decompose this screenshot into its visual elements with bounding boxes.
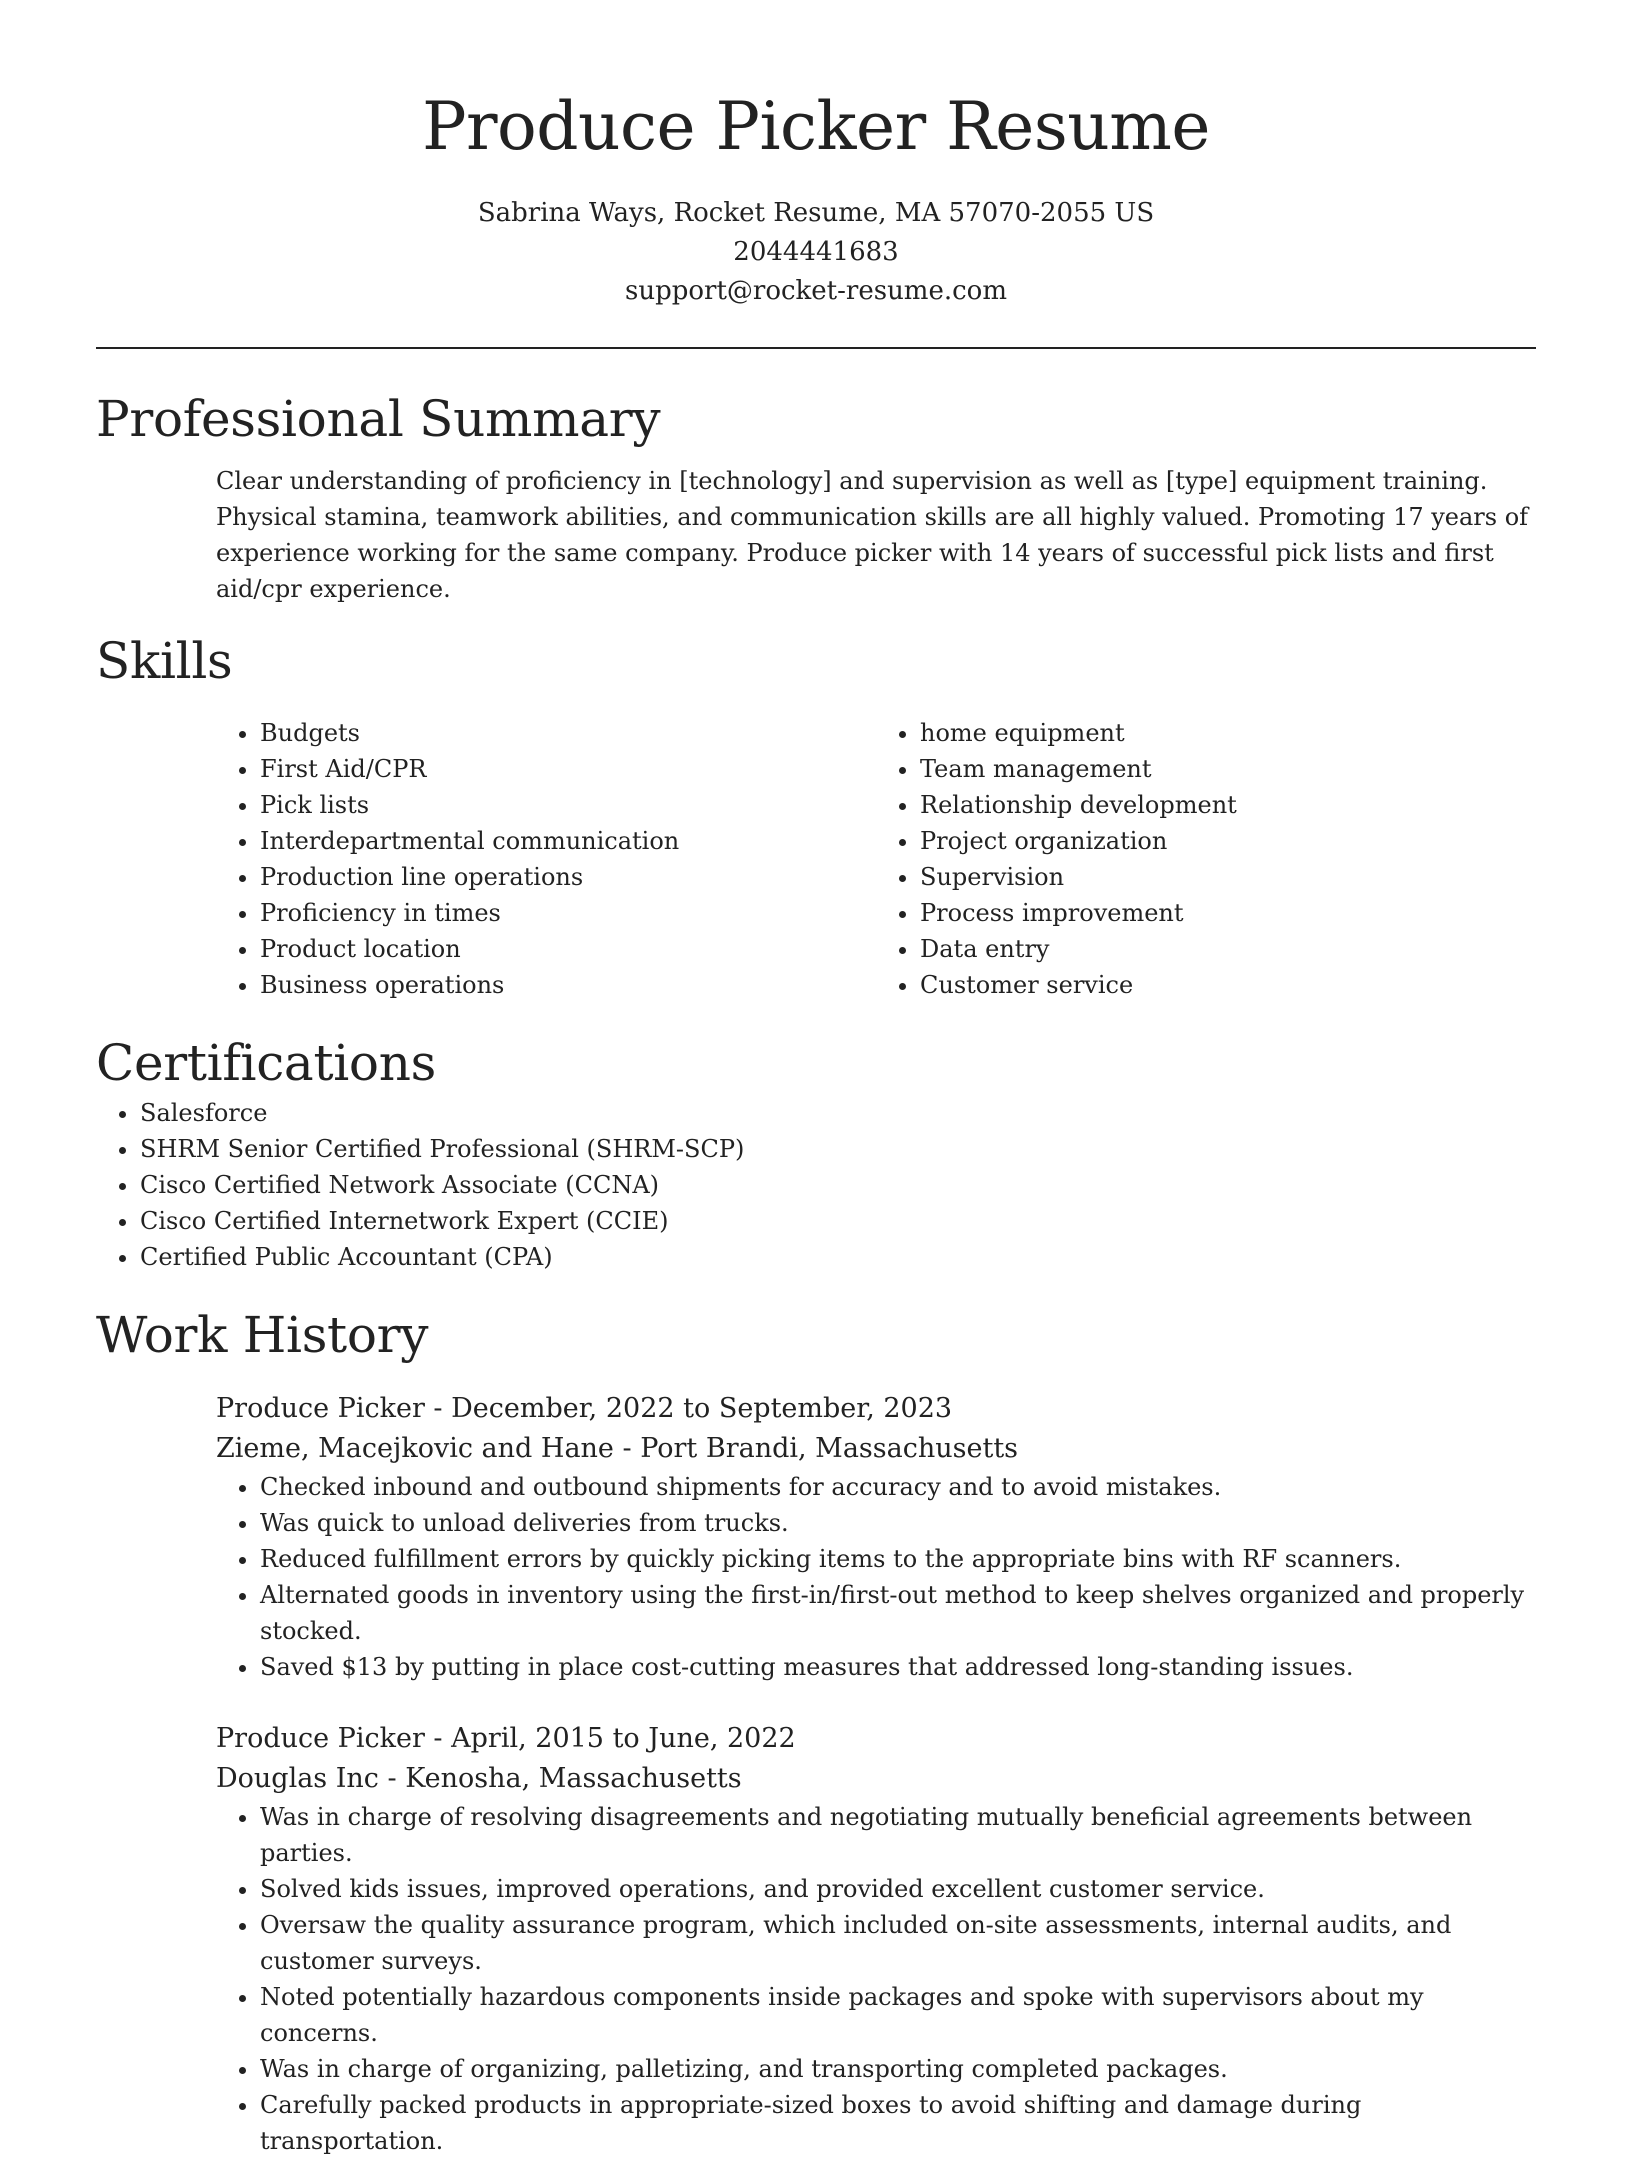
skill-item: • home equipment [920, 715, 1536, 751]
job-entry [216, 1719, 1536, 2159]
header-divider [96, 347, 1536, 349]
skill-item: • Production line operations [260, 859, 876, 895]
skill-item: • Interdepartmental communication [260, 823, 876, 859]
skill-item: • Team management [920, 751, 1536, 787]
certification-item: • Salesforce [140, 1095, 1536, 1131]
work-history-heading: Work History [96, 1306, 429, 1364]
resume-page [96, 0, 1536, 2159]
skill-item: • First Aid/CPR [260, 751, 876, 787]
resume-title: Produce Picker Resume [422, 88, 1210, 165]
certification-item: • SHRM Senior Certified Professional (SHRM-SCP) [140, 1131, 1536, 1167]
job-duty-item: • Oversaw the quality assurance program, which included on-site assessments, internal audits, and customer surveys. [260, 1907, 1536, 1979]
certifications-heading: Certifications [96, 1034, 436, 1092]
contact-phone: 2044441683 [733, 237, 899, 267]
contact-block [96, 194, 1536, 311]
skills-column-right [876, 715, 1536, 1003]
summary-heading: Professional Summary [96, 390, 661, 448]
job-duty-item: • Was in charge of organizing, palletizing, and transporting completed packages. [260, 2051, 1536, 2087]
job-duties-list [216, 1469, 1536, 1685]
skill-item: • Data entry [920, 931, 1536, 967]
skill-item: • Budgets [260, 715, 876, 751]
skill-item: • Supervision [920, 859, 1536, 895]
job-duty-item: • Reduced fulfillment errors by quickly picking items to the appropriate bins with RF scanners. [260, 1541, 1536, 1577]
job-duty-item: • Was quick to unload deliveries from trucks. [260, 1505, 1536, 1541]
job-company-line: Douglas Inc - Kenosha, Massachusetts [216, 1763, 742, 1794]
contact-address: Sabrina Ways, Rocket Resume, MA 57070-2055 US [477, 198, 1155, 228]
job-duty-item: • Noted potentially hazardous components inside packages and spoke with supervisors about my concerns. [260, 1979, 1536, 2051]
job-duty-item: • Alternated goods in inventory using the first-in/first-out method to keep shelves organized and properly stocked. [260, 1577, 1536, 1649]
skill-item: • Relationship development [920, 787, 1536, 823]
certification-item: • Certified Public Accountant (CPA) [140, 1239, 1536, 1275]
job-entry [216, 1389, 1536, 1685]
summary-text: Clear understanding of proficiency in [technology] and supervision as well as [type] equipment training. Physical stamina, teamwork abilities, and communication skills are all highly valued. Promoting 17 years of experience working for the same company. Produce picker with 14 years of successful pick lists and first aid/cpr experience. [216, 467, 1529, 603]
skill-item: • Project organization [920, 823, 1536, 859]
certification-item: • Cisco Certified Network Associate (CCNA) [140, 1167, 1536, 1203]
skill-item: • Business operations [260, 967, 876, 1003]
job-duty-item: • Checked inbound and outbound shipments for accuracy and to avoid mistakes. [260, 1469, 1536, 1505]
skills-column-left [216, 715, 876, 1003]
certification-item: • Cisco Certified Internetwork Expert (CCIE) [140, 1203, 1536, 1239]
job-duty-item: • Was in charge of resolving disagreements and negotiating mutually beneficial agreements between parties. [260, 1799, 1536, 1871]
skill-item: • Process improvement [920, 895, 1536, 931]
job-duty-item: • Saved $13 by putting in place cost-cutting measures that addressed long-standing issues. [260, 1649, 1536, 1685]
job-duty-item: • Carefully packed products in appropriate-sized boxes to avoid shifting and damage during transportation. [260, 2087, 1536, 2159]
skill-item: • Product location [260, 931, 876, 967]
skill-item: • Proficiency in times [260, 895, 876, 931]
job-title-line: Produce Picker - December, 2022 to September, 2023 [216, 1393, 953, 1424]
job-duty-item: • Solved kids issues, improved operations, and provided excellent customer service. [260, 1871, 1536, 1907]
skill-item: • Pick lists [260, 787, 876, 823]
contact-email: support@rocket-resume.com [624, 276, 1007, 306]
skills-list [216, 715, 1536, 1003]
job-duties-list [216, 1799, 1536, 2159]
job-title-line: Produce Picker - April, 2015 to June, 2022 [216, 1723, 796, 1754]
skill-item: • Customer service [920, 967, 1536, 1003]
skills-heading: Skills [96, 632, 233, 690]
certifications-list [96, 1095, 1536, 1275]
job-company-line: Zieme, Macejkovic and Hane - Port Brandi, Massachusetts [216, 1433, 1019, 1464]
